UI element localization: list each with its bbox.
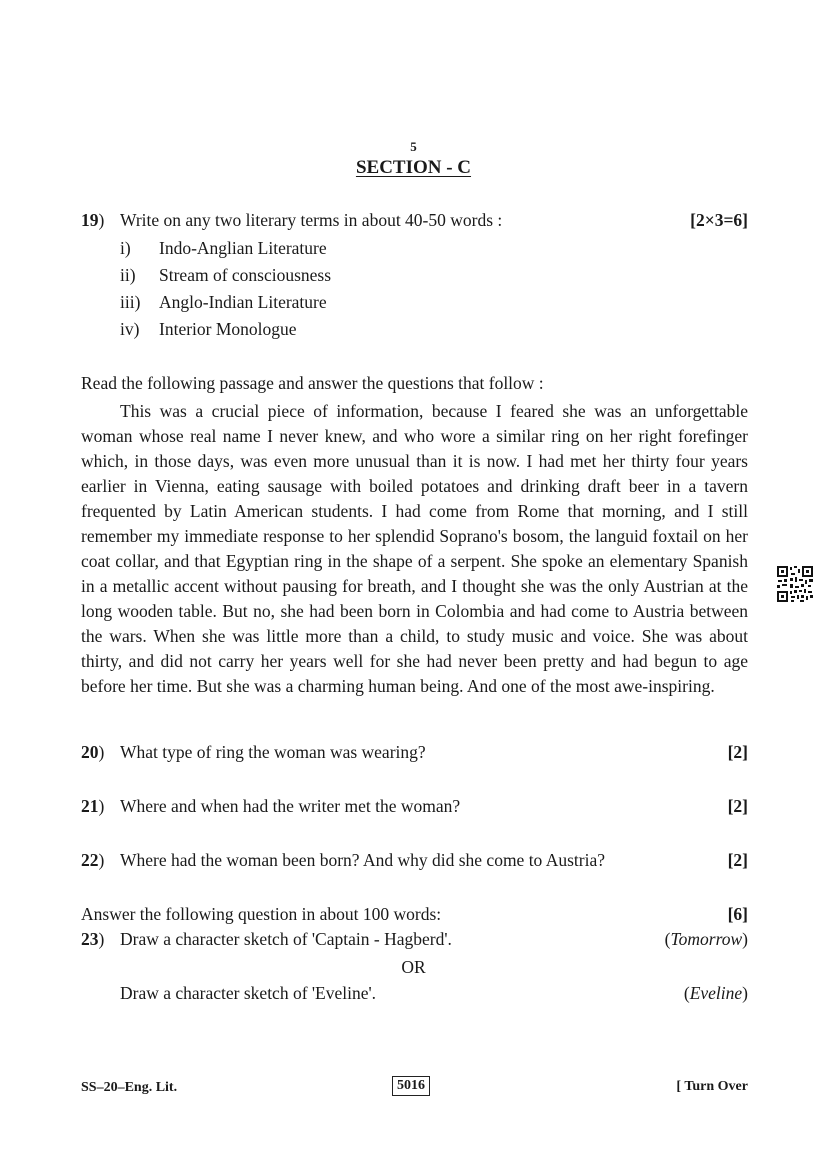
footer-subject-code: SS–20–Eng. Lit. [81, 1080, 178, 1095]
question-text: Write on any two literary terms in about 40-50 words : [120, 210, 503, 230]
question-number: 21) [81, 796, 105, 816]
section-title [0, 157, 827, 179]
option-number: ii) [120, 265, 136, 285]
question-number: 23) [81, 929, 105, 949]
passage-body: This was a crucial piece of information, because I feared she was an unforgettable woman whose real name I never knew, and who wore a similar ring on her right forefinger which, in those days, was even more unusual than it is now. I had met her thirty four years earlier in Vienna, eating sausage with boiled potatoes and drinking draft beer in a tavern frequented by Latin American students. I had come from Rome that morning, and I still remember my immediate response to her splendid Soprano's bosom, the languid foxtail on her coat collar, and that Egyptian ring in the shape of a serpent. She spoke an elementary Spanish in a metallic accent without pausing for breath, and I thought she was the only Austrian at the long wooden table. But no, she had been born in Colombia and had come to Austria between the wars. When she was little more than a child, to study music and voice. She was about thirty, and did not carry her years well for she had never been pretty and had begun to age before her time. But she was a charming human being. And one of the most awe-inspiring. [81, 401, 748, 696]
question-23-instruction [81, 904, 748, 925]
passage-text [81, 399, 748, 699]
question-text: Where and when had the writer met the woman? [120, 796, 461, 816]
question-number: 20) [81, 742, 105, 762]
qr-code-icon [776, 565, 814, 603]
footer-turn-over: [ Turn Over [676, 1079, 748, 1094]
or-separator: OR [401, 957, 426, 977]
option-text: Interior Monologue [159, 319, 297, 339]
question-marks: [6] [727, 904, 748, 924]
option-text: Stream of consciousness [159, 265, 332, 285]
footer-paper-code: 5016 [392, 1076, 430, 1096]
instruction-text: Answer the following question in about 100 words: [81, 904, 442, 924]
question-source: (Tomorrow) [664, 929, 748, 949]
passage-instruction: Read the following passage and answer the questions that follow : [81, 373, 544, 393]
question-text: Draw a character sketch of 'Eveline'. [120, 983, 377, 1003]
question-marks: [2×3=6] [690, 210, 748, 230]
question-text: Draw a character sketch of 'Captain - Hagberd'. [120, 929, 452, 949]
section-title-text: SECTION - C [355, 157, 472, 178]
question-text: Where had the woman been born? And why did she come to Austria? [120, 850, 606, 870]
option-text: Indo-Anglian Literature [159, 238, 327, 258]
option-number: iii) [120, 292, 141, 312]
question-source: (Eveline) [683, 983, 748, 1003]
question-number: 19) [81, 210, 105, 230]
option-text: Anglo-Indian Literature [159, 292, 327, 312]
question-marks: [2] [727, 796, 748, 816]
question-text: What type of ring the woman was wearing? [120, 742, 426, 762]
option-number: i) [120, 238, 131, 258]
page-number: 5 [410, 139, 417, 154]
question-number: 22) [81, 850, 105, 870]
question-marks: [2] [727, 742, 748, 762]
option-number: iv) [120, 319, 140, 339]
question-marks: [2] [727, 850, 748, 870]
